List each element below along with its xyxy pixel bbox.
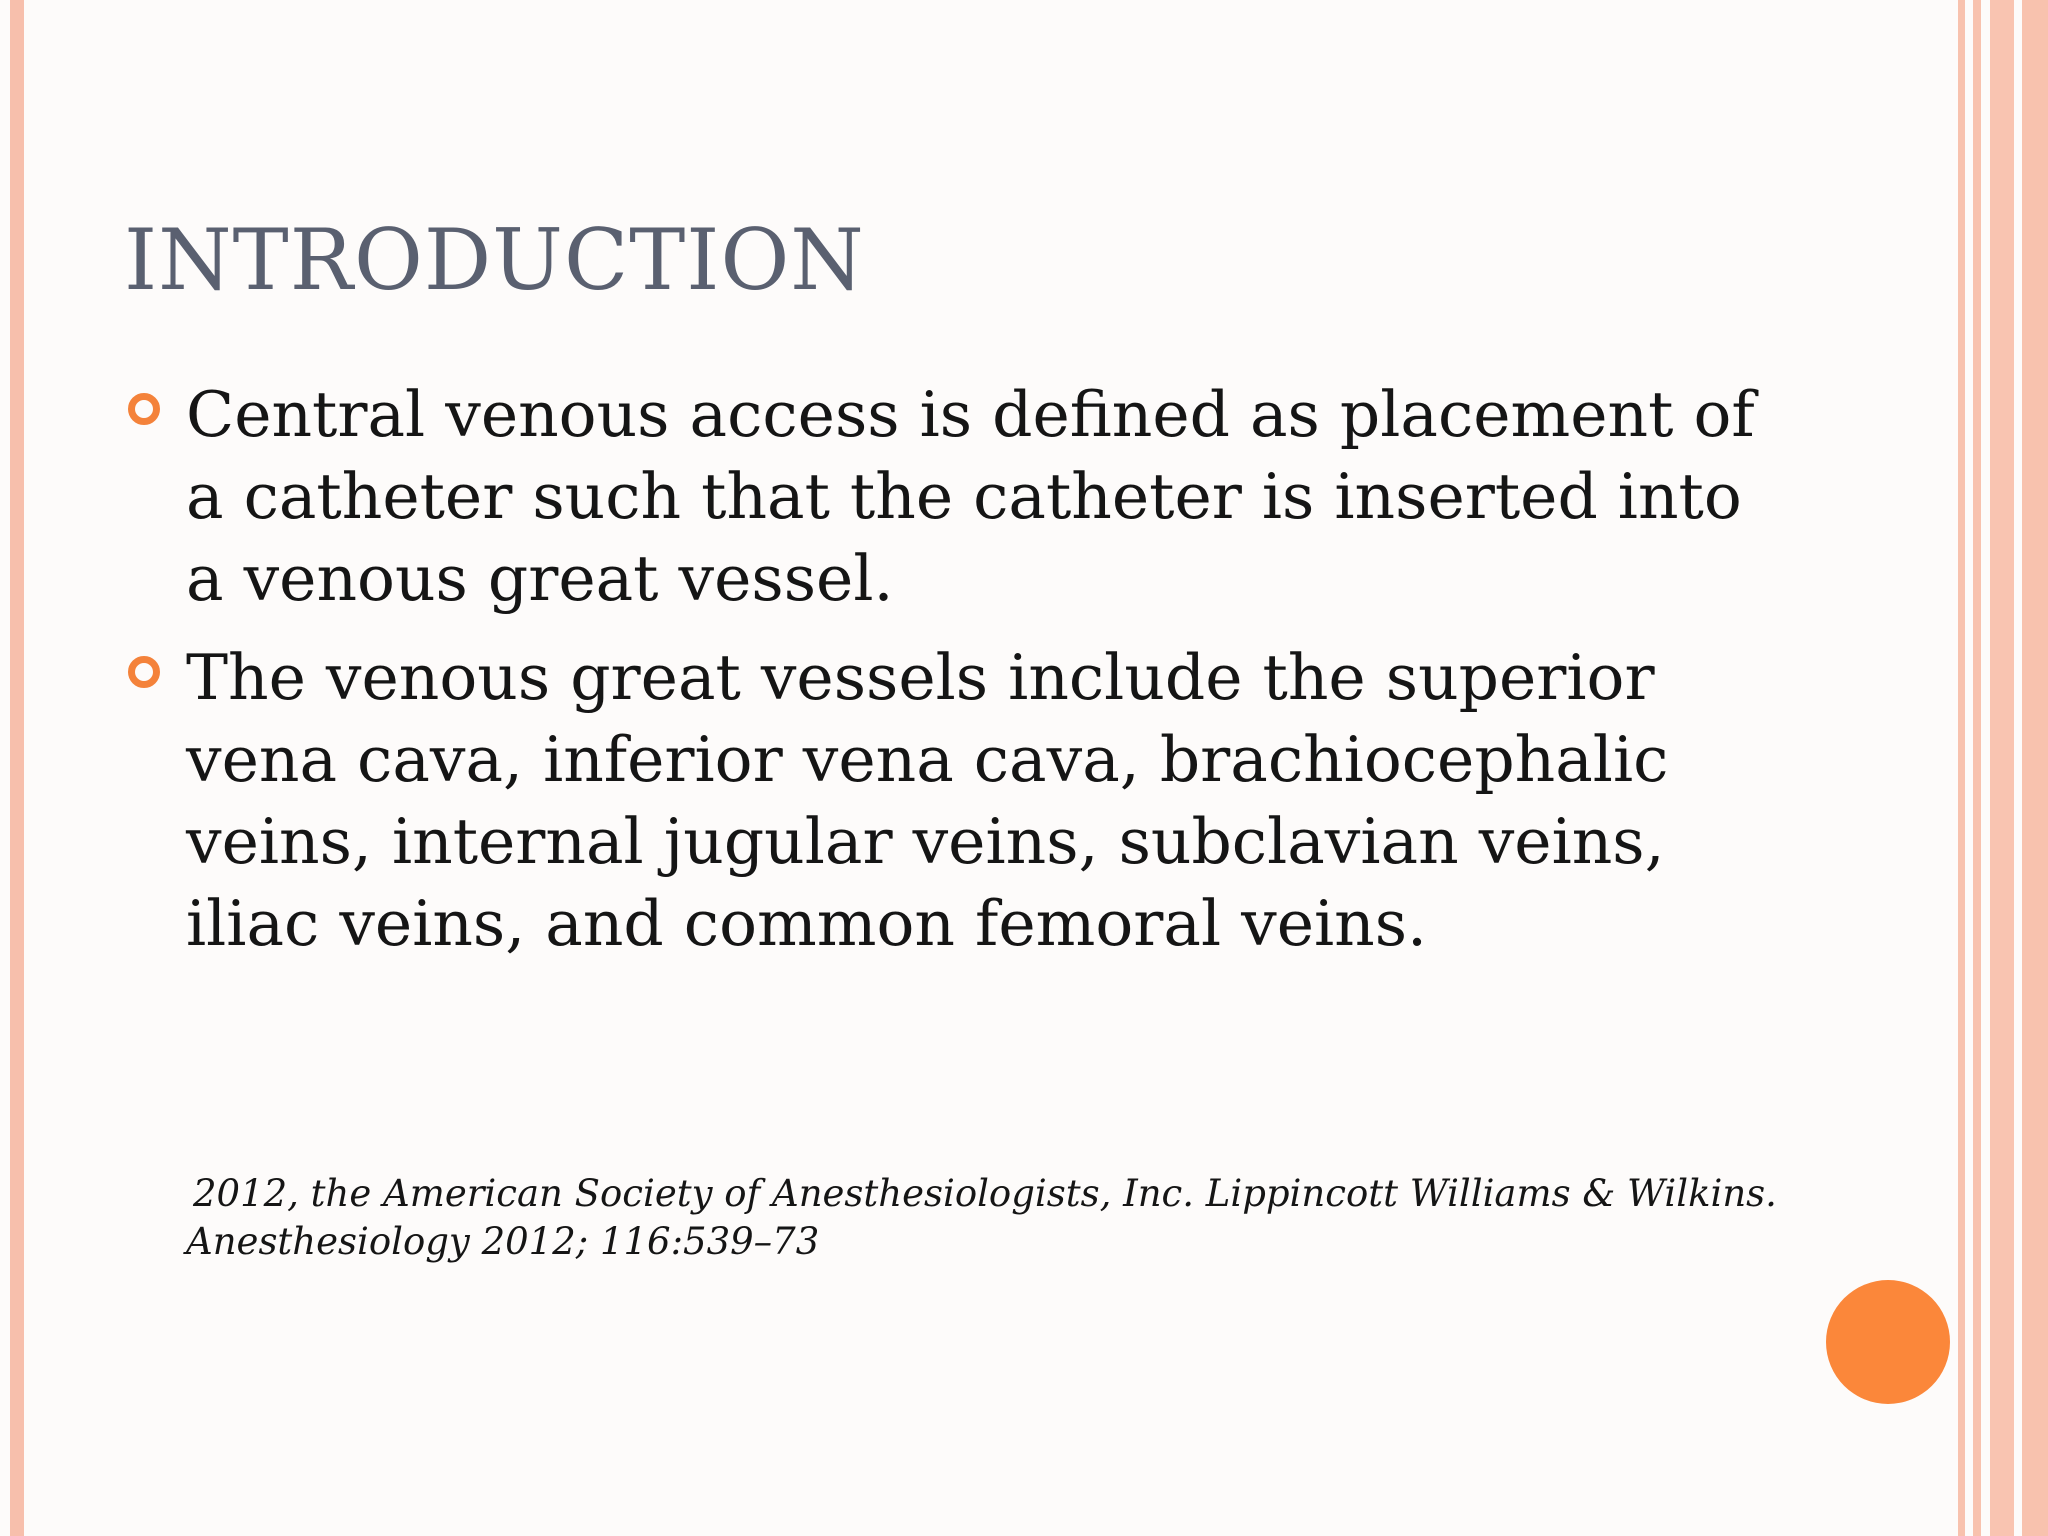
right-border-stripe-1 — [1958, 0, 1965, 1536]
citation-line-2: Anesthesiology 2012; 116:539–73 — [186, 1220, 820, 1263]
right-border-stripe-3 — [1990, 0, 2014, 1536]
bullet-marker-icon — [128, 393, 160, 425]
slide-title: INTRODUCTION — [124, 211, 865, 309]
bullet-marker-icon — [128, 656, 160, 688]
bullet-line: veins, internal jugular veins, subclavian veins, — [186, 805, 1665, 878]
right-border-stripe-4 — [2022, 0, 2048, 1536]
orange-circle-icon — [1826, 1280, 1950, 1404]
bullet-line: a venous great vessel. — [186, 542, 894, 615]
bullet-line: vena cava, inferior vena cava, brachiocephalic — [186, 723, 1669, 796]
right-border-stripe-2 — [1973, 0, 1981, 1536]
bullet-line: The venous great vessels include the superior — [186, 641, 1655, 714]
left-border-stripe — [10, 0, 24, 1536]
bullet-line: iliac veins, and common femoral veins. — [186, 887, 1428, 960]
citation-line-1: 2012, the American Society of Anesthesiologists, Inc. Lippincott Williams & Wilkins. — [193, 1172, 1777, 1215]
bullet-line: Central venous access is defined as placement of — [186, 378, 1755, 451]
bullet-line: a catheter such that the catheter is inserted into — [186, 460, 1742, 533]
citation — [186, 1170, 1777, 1266]
